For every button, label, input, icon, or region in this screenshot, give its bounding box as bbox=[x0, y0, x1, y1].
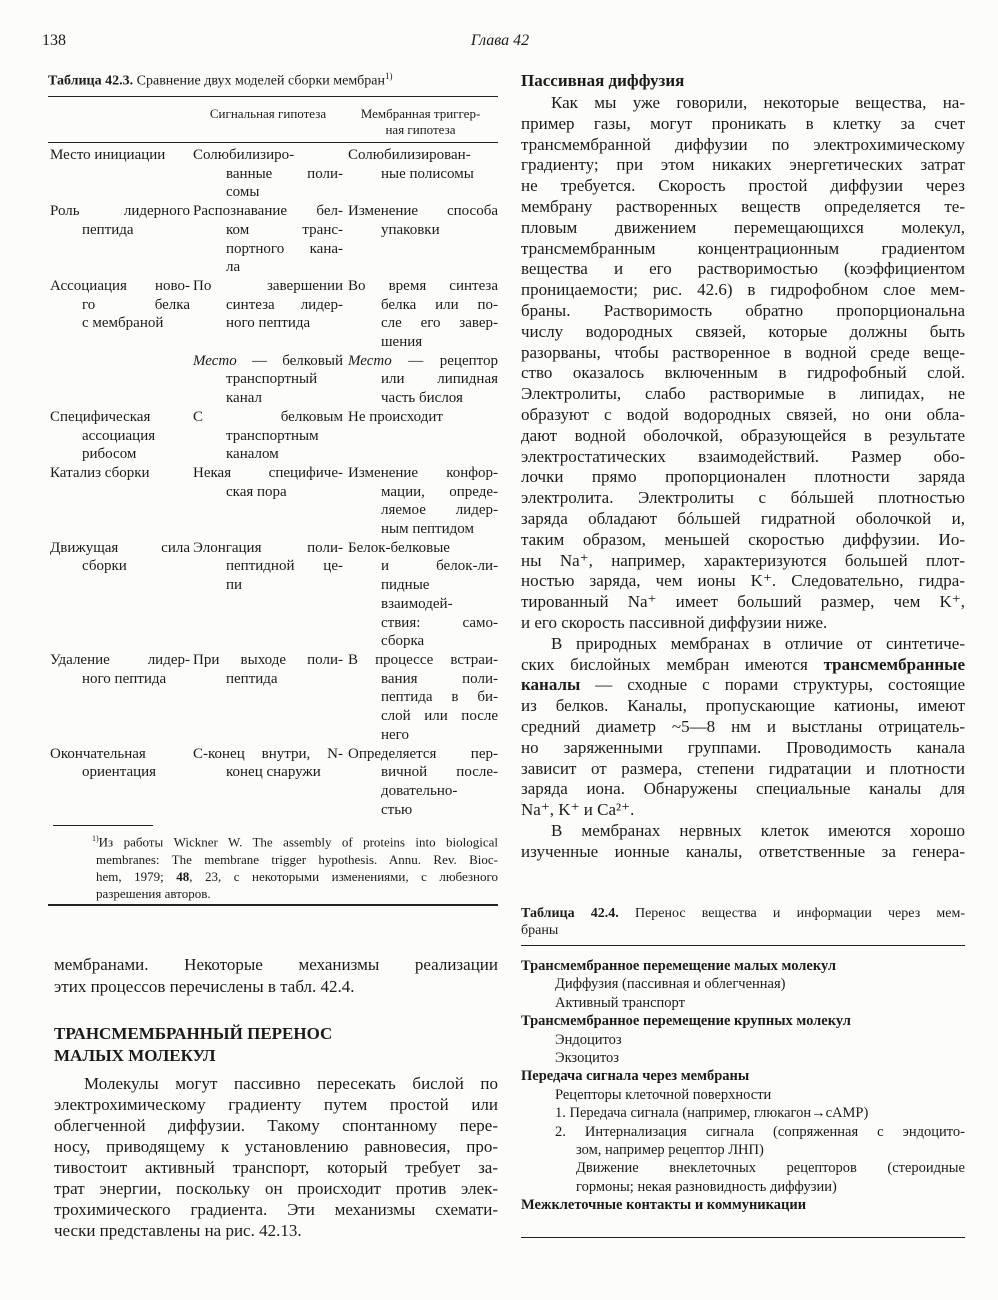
text-line: носу, приводящему к установлению равновесия, про- bbox=[54, 1137, 498, 1156]
text-line: облегченной диффузии. Такому спонтанному пере- bbox=[54, 1116, 498, 1135]
text-line: и белок-ли- bbox=[381, 558, 498, 575]
continued-paragraph bbox=[54, 954, 498, 997]
text-line: го белка bbox=[82, 296, 190, 313]
text-line: слой или после bbox=[381, 708, 498, 725]
text-line: портного кана- bbox=[226, 240, 343, 257]
text-line: ностью заряда, чем ионы K⁺. Следовательно, гидра- bbox=[521, 571, 965, 591]
row-label-cell bbox=[50, 651, 190, 745]
table-row bbox=[50, 651, 498, 745]
row-label-cell bbox=[50, 408, 190, 464]
text-line: Передача сигнала через мембраны bbox=[521, 1068, 750, 1085]
table-item bbox=[521, 975, 965, 993]
text-line: Активный транспорт bbox=[555, 994, 685, 1011]
table-category bbox=[521, 1067, 965, 1085]
text-line: гормоны; некая разновидность диффузии) bbox=[576, 1178, 837, 1195]
text-line: Молекулы могут пассивно пересекать бислой по bbox=[84, 1074, 498, 1093]
text-line: МАЛЫХ МОЛЕКУЛ bbox=[54, 1046, 216, 1065]
row-label-cell bbox=[50, 146, 190, 202]
table-header-rule bbox=[48, 142, 498, 143]
text-line: синтеза лидер- bbox=[226, 296, 343, 313]
text-line: или липидная bbox=[381, 371, 498, 388]
text-line: белка или по- bbox=[381, 296, 498, 313]
signal-hypothesis-cell bbox=[193, 464, 343, 539]
text-line: пидные bbox=[381, 577, 430, 594]
text-line: Ассоциация ново- bbox=[50, 277, 190, 294]
text-line: ная гипотеза bbox=[385, 122, 456, 137]
text-line: Сигнальная гипотеза bbox=[209, 106, 327, 121]
table-bottom-rule bbox=[48, 904, 498, 906]
text-line: взаимодей- bbox=[381, 595, 453, 612]
text-line: электролита. Электролиты с бóльшей плотностью bbox=[521, 488, 965, 508]
text-line: Движение внеклеточных рецепторов (стероидные bbox=[576, 1160, 965, 1177]
text-segment: 1) bbox=[92, 834, 99, 843]
text-line: ассоциация bbox=[82, 427, 156, 444]
text-line: средний диаметр ~5—8 нм и выстланы отрицатель- bbox=[521, 716, 965, 736]
text-line: зом, например рецептор ЛНП) bbox=[576, 1142, 764, 1159]
table-column-headers bbox=[193, 106, 498, 138]
signal-hypothesis-cell bbox=[193, 745, 343, 820]
text-line: мембрану растворенных веществ определяется те- bbox=[521, 196, 965, 216]
text-line: транспортный bbox=[226, 371, 318, 388]
text-line: Окончательная bbox=[50, 745, 146, 762]
text-line: пловым движением перемещающихся молекул, bbox=[521, 217, 965, 237]
text-line: пи bbox=[226, 577, 243, 594]
text-line: изученные ионные каналы, ответственные за генера- bbox=[521, 841, 965, 861]
signal-hypothesis-cell bbox=[193, 408, 343, 464]
text-line: рибосом bbox=[82, 446, 137, 463]
text-line: трансмембранным концентрационным градиентом bbox=[521, 238, 965, 258]
text-line: пептида bbox=[226, 670, 278, 687]
text-line: Солюбилизиро- bbox=[193, 147, 295, 163]
text-line: ская пора bbox=[226, 483, 287, 500]
table-top-rule bbox=[521, 945, 965, 946]
table-item bbox=[521, 1104, 965, 1122]
text-line: Изменение конфор- bbox=[348, 464, 498, 481]
table-42-4-caption bbox=[521, 906, 965, 939]
text-line bbox=[92, 830, 498, 851]
text-line: Белок-белковые bbox=[348, 539, 450, 556]
row-label-cell bbox=[50, 202, 190, 277]
text-line: заряда иона. Обнаружены специальные каналы для bbox=[521, 779, 965, 799]
table-caption-text: Сравнение двух моделей сборки мембран bbox=[133, 73, 386, 89]
text-line: membranes: The membrane trigger hypothesis. Annu. Rev. Bioc- bbox=[96, 851, 498, 867]
text-line bbox=[348, 352, 498, 371]
text-line: ориентация bbox=[82, 764, 157, 781]
text-line: проницаемости; рис. 42.6) в гидрофобном слое мем- bbox=[521, 280, 965, 300]
text-line: Специфическая bbox=[50, 408, 151, 425]
text-line: ного пептида bbox=[82, 670, 167, 687]
table-row bbox=[50, 464, 498, 539]
text-line: разорваны, чтобы растворенное в водной среде веще- bbox=[521, 342, 965, 362]
table-row bbox=[50, 352, 498, 408]
text-line: пептидной це- bbox=[226, 558, 343, 575]
text-line: 2. Интернализация сигнала (сопряженная с эндоцито- bbox=[555, 1123, 965, 1140]
table-row bbox=[50, 539, 498, 651]
text-line: По завершении bbox=[193, 277, 343, 294]
text-segment: трансмембранные bbox=[823, 654, 965, 674]
text-line: довательно- bbox=[381, 782, 458, 799]
text-line: числу водородных связей, которые должны быть bbox=[521, 321, 965, 341]
trigger-hypothesis-cell bbox=[348, 745, 498, 820]
text-line: ляемое лидер- bbox=[381, 502, 498, 519]
text-line: пример газы, могут проникать в клетку за счет bbox=[521, 113, 965, 133]
section-heading bbox=[54, 1023, 498, 1067]
table-category bbox=[521, 1012, 965, 1030]
text-line: Не происходит bbox=[348, 408, 443, 425]
text-line: ство оказалось включенным в гидрофобный слой. bbox=[521, 363, 965, 383]
text-line: упаковки bbox=[381, 221, 440, 238]
table-42-3-caption bbox=[48, 71, 393, 90]
text-line: Рецепторы клеточной поверхности bbox=[555, 1086, 772, 1103]
text-line: с мембраной bbox=[82, 315, 164, 332]
trigger-hypothesis-cell bbox=[348, 464, 498, 539]
text-line: трат энергии, поскольку он происходит против элек- bbox=[54, 1179, 498, 1198]
table-row bbox=[50, 146, 498, 202]
text-line: электрохимическому градиенту путем простой или bbox=[54, 1095, 498, 1114]
text-segment: — рецептор bbox=[391, 352, 498, 369]
text-line: транспортным bbox=[226, 427, 319, 444]
table-row bbox=[50, 745, 498, 820]
text-line: 1. Передача сигнала (например, глюкагон→cAMP) bbox=[555, 1105, 869, 1122]
text-line: дают водной оболочкой, образующейся в результате bbox=[521, 425, 965, 445]
text-line: шения bbox=[381, 334, 423, 351]
subsection-heading: Пассивная диффузия bbox=[521, 71, 685, 90]
text-line: Элонгация поли- bbox=[193, 539, 343, 556]
text-line: Диффузия (пассивная и облегченная) bbox=[555, 976, 786, 993]
text-line: С-конец внутри, N- bbox=[193, 745, 343, 762]
trigger-hypothesis-cell bbox=[348, 539, 498, 651]
text-line bbox=[92, 868, 498, 885]
text-line: него bbox=[381, 726, 409, 743]
text-line: браны. Растворимость обратно пропорциональна bbox=[521, 300, 965, 320]
text-line: ванные поли- bbox=[226, 165, 343, 182]
signal-hypothesis-cell bbox=[193, 146, 343, 202]
text-segment: Место bbox=[193, 352, 237, 369]
text-line: Эндоцитоз bbox=[555, 1031, 622, 1048]
text-line: Во время синтеза bbox=[348, 277, 498, 294]
text-line: Экзоцитоз bbox=[555, 1050, 619, 1067]
table-item bbox=[521, 1049, 965, 1067]
text-line: из белков. Каналы, пропускающие катионы, имеют bbox=[521, 696, 965, 716]
text-line: Катализ сборки bbox=[50, 464, 150, 481]
table-42-3-body bbox=[50, 146, 498, 819]
text-segment: 48 bbox=[176, 868, 190, 884]
text-segment: — белковый bbox=[236, 352, 343, 369]
text-line: ны Na⁺, например, характеризуются большей плот- bbox=[521, 550, 965, 570]
text-line: Распознавание бел- bbox=[193, 203, 343, 220]
text-segment: — сходные с порами структуры, состоящие bbox=[580, 675, 965, 695]
table-42-4-body bbox=[521, 957, 965, 1215]
text-line: тивостоит активный транспорт, который требует за- bbox=[54, 1158, 498, 1177]
paragraph bbox=[521, 821, 965, 863]
text-line: но заряженными группами. Проводимость канала bbox=[521, 737, 965, 757]
text-line: конец снаружи bbox=[226, 764, 321, 781]
text-segment: Из работы Wickner W. The assembly of proteins into biological bbox=[98, 834, 498, 850]
text-line: чески представлены на рис. 42.13. bbox=[54, 1221, 302, 1240]
text-line: С белковым bbox=[193, 408, 343, 425]
text-line: вания поли- bbox=[381, 670, 498, 687]
text-line: вичной после- bbox=[381, 764, 498, 781]
text-segment: Таблица 42.4. bbox=[521, 906, 619, 921]
text-line: сборки bbox=[82, 558, 127, 575]
text-line: сборка bbox=[381, 633, 425, 650]
text-line: разрешения авторов. bbox=[96, 886, 211, 902]
text-line: трансмембранной диффузии по электрохимическому bbox=[521, 134, 965, 154]
text-line: ные полисомы bbox=[381, 165, 474, 182]
text-line: таким образом, меньшей скоростью диффузии. Ио- bbox=[521, 529, 965, 549]
text-line: зависит от размера, степени гидратации и плотности bbox=[521, 758, 965, 778]
text-segment: ских бислойных мембран имеются bbox=[521, 654, 824, 674]
text-line: градиенту; при этом никаких энергетических затрат bbox=[521, 155, 965, 175]
row-label-cell bbox=[50, 352, 190, 408]
text-line: пептида bbox=[82, 221, 134, 238]
section-paragraph bbox=[54, 1073, 498, 1241]
table-category bbox=[521, 957, 965, 975]
table-category bbox=[521, 1196, 965, 1214]
table-item bbox=[521, 1159, 965, 1196]
running-header-chapter: Глава 42 bbox=[470, 32, 530, 49]
signal-hypothesis-cell bbox=[193, 539, 343, 651]
text-line: ТРАНСМЕМБРАННЫЙ ПЕРЕНОС bbox=[54, 1024, 333, 1043]
text-line: этих процессов перечислены в табл. 42.4. bbox=[54, 976, 355, 996]
trigger-hypothesis-cell bbox=[348, 408, 498, 464]
signal-hypothesis-cell bbox=[193, 277, 343, 352]
table-item bbox=[521, 1086, 965, 1104]
text-line: Движущая сила bbox=[50, 539, 190, 556]
text-segment: Перенос вещества и информации через мем- bbox=[618, 906, 965, 921]
text-line: Мембранная триггер- bbox=[360, 106, 481, 121]
text-line: мации, опреде- bbox=[381, 483, 498, 500]
signal-hypothesis-cell bbox=[193, 651, 343, 745]
text-line: электростатических взаимодействий. Размер обо- bbox=[521, 446, 965, 466]
text-line: Межклеточные контакты и коммуникации bbox=[521, 1197, 807, 1214]
text-line: стью bbox=[381, 801, 413, 818]
trigger-hypothesis-cell bbox=[348, 146, 498, 202]
text-line: сомы bbox=[226, 184, 260, 201]
text-segment: каналы bbox=[521, 675, 581, 695]
table-row bbox=[50, 202, 498, 277]
text-segment: Место bbox=[348, 352, 392, 369]
paragraph bbox=[521, 93, 965, 634]
text-line bbox=[193, 352, 343, 371]
text-line: В природных мембранах в отличие от синтетиче- bbox=[551, 633, 965, 653]
text-line: ла bbox=[226, 259, 241, 276]
text-line: сле его завер- bbox=[381, 315, 498, 332]
text-segment: hem, 1979; bbox=[96, 868, 177, 884]
row-label-cell bbox=[50, 745, 190, 820]
page-number: 138 bbox=[42, 32, 66, 49]
text-line: Роль лидерного bbox=[50, 203, 190, 220]
text-line: вещества и его растворимостью (коэффициентом bbox=[521, 259, 965, 279]
column-header-signal-hypothesis bbox=[193, 106, 343, 138]
trigger-hypothesis-cell bbox=[348, 202, 498, 277]
text-line: лочки прямо пропорционален плотности заряда bbox=[521, 467, 965, 487]
table-item bbox=[521, 994, 965, 1012]
text-segment: , 23, с некоторыми изменениями, с любезного bbox=[189, 868, 498, 884]
text-line: Место инициации bbox=[50, 147, 166, 163]
text-line: ного пептида bbox=[226, 315, 311, 332]
text-line: часть бислоя bbox=[381, 390, 463, 407]
text-line: Удаление лидер- bbox=[50, 651, 190, 668]
paragraph bbox=[521, 634, 965, 821]
trigger-hypothesis-cell bbox=[348, 352, 498, 408]
text-line bbox=[521, 655, 965, 676]
text-line: При выходе поли- bbox=[193, 651, 343, 668]
text-line: не требуется. Скорость простой диффузии через bbox=[521, 176, 965, 196]
text-line: Определяется пер- bbox=[348, 745, 498, 762]
trigger-hypothesis-cell bbox=[348, 651, 498, 745]
text-line: Как мы уже говорили, некоторые вещества, на- bbox=[551, 93, 965, 112]
text-line: заряда обладают бóльшей гидратной оболочкой и, bbox=[521, 508, 965, 528]
text-line: Трансмембранное перемещение крупных молекул bbox=[521, 1013, 851, 1030]
table-bottom-rule bbox=[521, 1237, 965, 1238]
text-line: трохимического градиента. Эти механизмы схемати- bbox=[54, 1200, 498, 1219]
text-line: Электролиты, слабо растворимые в липидах, не bbox=[521, 384, 965, 404]
text-line: браны bbox=[521, 922, 559, 938]
text-line: образуют с водой водородных связей, но они обла- bbox=[521, 404, 965, 424]
table-top-rule bbox=[48, 96, 498, 97]
table-row bbox=[50, 408, 498, 464]
table-item bbox=[521, 1031, 965, 1049]
text-line bbox=[521, 906, 965, 923]
text-line: канал bbox=[226, 390, 263, 407]
table-footnote bbox=[92, 830, 498, 903]
text-line: Изменение способа bbox=[348, 203, 498, 220]
text-line: тированный Na⁺ имеет больший размер, чем K⁺, bbox=[521, 592, 965, 612]
table-label: Таблица 42.3. bbox=[48, 73, 134, 89]
signal-hypothesis-cell bbox=[193, 352, 343, 408]
table-item bbox=[521, 1123, 965, 1160]
right-column-text bbox=[521, 93, 965, 862]
text-line: каналом bbox=[226, 446, 279, 463]
row-label-cell bbox=[50, 277, 190, 352]
text-line: В процессе встраи- bbox=[348, 651, 498, 668]
text-line: Некая специфиче- bbox=[193, 464, 343, 481]
text-line: мембранами. Некоторые механизмы реализации bbox=[54, 955, 498, 974]
text-line: Na⁺, K⁺ и Ca²⁺. bbox=[521, 800, 635, 820]
text-line: Солюбилизирован- bbox=[348, 147, 471, 163]
trigger-hypothesis-cell bbox=[348, 277, 498, 352]
text-line: ным пептидом bbox=[381, 521, 474, 538]
signal-hypothesis-cell bbox=[193, 202, 343, 277]
text-line: Трансмембранное перемещение малых молекул bbox=[521, 958, 837, 974]
table-row bbox=[50, 277, 498, 352]
text-line: ком транс- bbox=[226, 221, 343, 238]
text-line: В мембранах нервных клеток имеются хорошо bbox=[551, 820, 965, 840]
row-label-cell bbox=[50, 539, 190, 651]
footnote-rule bbox=[53, 825, 153, 826]
footnote-ref: 1) bbox=[385, 71, 393, 81]
row-label-cell bbox=[50, 464, 190, 539]
text-line: ствия: само- bbox=[381, 614, 498, 631]
column-header-membrane-trigger-hypothesis bbox=[343, 106, 498, 138]
text-line: и его скорость пассивной диффузии ниже. bbox=[521, 612, 828, 632]
text-line bbox=[521, 675, 965, 696]
text-line: пептида в би- bbox=[381, 689, 498, 706]
